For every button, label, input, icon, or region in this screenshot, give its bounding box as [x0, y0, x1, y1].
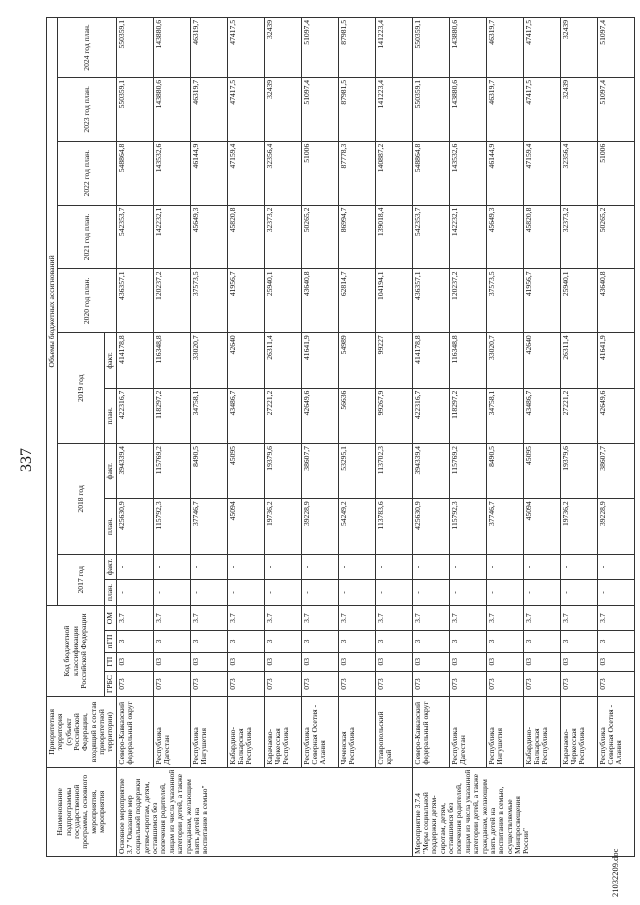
- cell-2018-plan: 19736,2: [560, 499, 597, 554]
- cell-grbs: 073: [116, 671, 153, 697]
- cell-2024: 87981,5: [338, 18, 375, 78]
- cell-2019-fact: 116348,8: [153, 333, 190, 388]
- header-gp: ГП: [105, 652, 116, 671]
- cell-2017-plan: -: [301, 580, 338, 606]
- cell-grbs: 073: [412, 671, 449, 697]
- cell-2017-fact: -: [412, 554, 449, 580]
- cell-om: 3.7: [190, 605, 227, 631]
- cell-2024: 47417,5: [227, 18, 264, 78]
- cell-2019-plan: 42649,6: [597, 388, 634, 443]
- cell-2017-plan: -: [597, 580, 634, 606]
- cell-2023: 46319,7: [190, 77, 227, 141]
- cell-2019-plan: 422316,7: [412, 388, 449, 443]
- cell-2024: 47417,5: [523, 18, 560, 78]
- cell-2017-fact: -: [264, 554, 301, 580]
- table-row: [523, 18, 560, 857]
- row-territory: Северо-Кавказский федеральный округ: [116, 697, 153, 767]
- cell-2018-fact: 45095: [227, 444, 264, 499]
- row-territory: Чеченская Республика: [338, 697, 375, 767]
- cell-2019-fact: 99227: [375, 333, 412, 388]
- cell-2018-plan: 39228,9: [597, 499, 634, 554]
- cell-2019-fact: 33020,7: [190, 333, 227, 388]
- cell-2021: 50265,2: [301, 205, 338, 269]
- cell-2020: 25940,1: [264, 269, 301, 333]
- row-territory: Республика Дагестан: [153, 697, 190, 767]
- table-row: [597, 18, 634, 857]
- header-code-group: Код бюджетной классификации Российской Федерации: [47, 605, 105, 697]
- cell-om: 3.7: [597, 605, 634, 631]
- cell-2023: 32439: [264, 77, 301, 141]
- cell-2017-fact: -: [338, 554, 375, 580]
- cell-2023: 46319,7: [486, 77, 523, 141]
- cell-2021: 139018,4: [375, 205, 412, 269]
- header-2017-fact: факт.: [105, 554, 116, 580]
- cell-2017-plan: -: [412, 580, 449, 606]
- cell-2017-fact: -: [190, 554, 227, 580]
- cell-grbs: 073: [338, 671, 375, 697]
- cell-2024: 141223,4: [375, 18, 412, 78]
- cell-2021: 32373,2: [560, 205, 597, 269]
- cell-2020: 43640,8: [597, 269, 634, 333]
- cell-2020: 41956,7: [227, 269, 264, 333]
- cell-grbs: 073: [375, 671, 412, 697]
- cell-gp: 03: [301, 652, 338, 671]
- header-2019-plan: план.: [105, 388, 116, 443]
- cell-2023: 51097,4: [301, 77, 338, 141]
- cell-2023: 51097,4: [597, 77, 634, 141]
- header-pgp: пГП: [105, 631, 116, 652]
- cell-2018-plan: 39228,9: [301, 499, 338, 554]
- cell-2017-plan: -: [375, 580, 412, 606]
- cell-2022: 140887,2: [375, 141, 412, 205]
- cell-2023: 550359,1: [412, 77, 449, 141]
- cell-2019-plan: 43486,7: [523, 388, 560, 443]
- cell-2017-fact: -: [227, 554, 264, 580]
- cell-om: 3.7: [301, 605, 338, 631]
- cell-2017-plan: -: [153, 580, 190, 606]
- cell-2024: 46319,7: [486, 18, 523, 78]
- cell-2017-fact: -: [523, 554, 560, 580]
- cell-2023: 87981,5: [338, 77, 375, 141]
- cell-2018-plan: 113783,6: [375, 499, 412, 554]
- cell-2021: 45649,3: [190, 205, 227, 269]
- cell-gp: 03: [486, 652, 523, 671]
- header-2021: 2021 год план.: [58, 205, 116, 269]
- cell-pgp: 3: [375, 631, 412, 652]
- cell-om: 3.7: [227, 605, 264, 631]
- cell-gp: 03: [338, 652, 375, 671]
- cell-gp: 03: [116, 652, 153, 671]
- cell-2021: 50265,2: [597, 205, 634, 269]
- cell-2020: 62814,7: [338, 269, 375, 333]
- cell-2019-plan: 99267,9: [375, 388, 412, 443]
- cell-2022: 87778,3: [338, 141, 375, 205]
- cell-gp: 03: [449, 652, 486, 671]
- cell-grbs: 073: [190, 671, 227, 697]
- cell-2024: 32439: [264, 18, 301, 78]
- cell-2019-fact: 42640: [227, 333, 264, 388]
- cell-2022: 47159,4: [227, 141, 264, 205]
- cell-2018-fact: 38607,7: [301, 444, 338, 499]
- table-row: [116, 18, 153, 857]
- header-2019-fact: факт.: [105, 333, 116, 388]
- cell-pgp: 3: [560, 631, 597, 652]
- cell-2024: 51097,4: [597, 18, 634, 78]
- cell-grbs: 073: [486, 671, 523, 697]
- header-2017-plan: план.: [105, 580, 116, 606]
- cell-2019-plan: 27221,2: [264, 388, 301, 443]
- table-row: [412, 18, 449, 857]
- cell-2018-fact: 19379,6: [560, 444, 597, 499]
- table-row: [153, 18, 190, 857]
- cell-2019-fact: 26311,4: [560, 333, 597, 388]
- cell-gp: 03: [375, 652, 412, 671]
- cell-2019-fact: 26311,4: [264, 333, 301, 388]
- cell-2022: 51006: [597, 141, 634, 205]
- row-name: Мероприятие 3.7.4 "Меры социальной поддержки детям-сиротам, детям, оставшимся без попечения родителей, лицам из числа указанной категории детей, а также гражданам, желающим взять детей на воспитание в семью, осуществляемые Минпросвещения России": [412, 767, 634, 856]
- cell-om: 3.7: [412, 605, 449, 631]
- cell-2019-plan: 56636: [338, 388, 375, 443]
- cell-2018-plan: 425630,9: [116, 499, 153, 554]
- cell-2020: 436357,1: [116, 269, 153, 333]
- cell-2017-plan: -: [264, 580, 301, 606]
- cell-2019-fact: 41641,9: [301, 333, 338, 388]
- cell-pgp: 3: [523, 631, 560, 652]
- header-2024: 2024 год план.: [58, 18, 116, 78]
- cell-pgp: 3: [227, 631, 264, 652]
- table-body: [116, 18, 634, 857]
- header-2019: 2019 год: [58, 333, 105, 444]
- table-row: [449, 18, 486, 857]
- cell-gp: 03: [523, 652, 560, 671]
- cell-2023: 32439: [560, 77, 597, 141]
- cell-om: 3.7: [153, 605, 190, 631]
- cell-2018-plan: 54249,2: [338, 499, 375, 554]
- cell-grbs: 073: [523, 671, 560, 697]
- cell-2023: 141223,4: [375, 77, 412, 141]
- cell-gp: 03: [597, 652, 634, 671]
- cell-2019-fact: 414178,8: [412, 333, 449, 388]
- cell-2018-fact: 115769,2: [449, 444, 486, 499]
- table-row: [301, 18, 338, 857]
- cell-2017-plan: -: [560, 580, 597, 606]
- cell-2021: 45649,3: [486, 205, 523, 269]
- cell-2017-plan: -: [486, 580, 523, 606]
- cell-2018-fact: 394339,4: [116, 444, 153, 499]
- cell-2017-fact: -: [597, 554, 634, 580]
- cell-2019-fact: 42640: [523, 333, 560, 388]
- table-row: [375, 18, 412, 857]
- cell-2018-fact: 113702,3: [375, 444, 412, 499]
- cell-gp: 03: [153, 652, 190, 671]
- cell-2018-fact: 115769,2: [153, 444, 190, 499]
- cell-2020: 120237,2: [449, 269, 486, 333]
- cell-pgp: 3: [338, 631, 375, 652]
- cell-2018-fact: 53295,1: [338, 444, 375, 499]
- header-om: ОМ: [105, 605, 116, 631]
- cell-2023: 550359,1: [116, 77, 153, 141]
- row-territory: Республика Северная Осетия - Алания: [597, 697, 634, 767]
- row-territory: Карачаево-Черкесская Республика: [264, 697, 301, 767]
- header-grbs: ГРБС: [105, 671, 116, 697]
- row-territory: Северо-Кавказский федеральный округ: [412, 697, 449, 767]
- cell-om: 3.7: [116, 605, 153, 631]
- row-territory: Кабардино-Балкарская Республика: [523, 697, 560, 767]
- cell-2020: 436357,1: [412, 269, 449, 333]
- cell-2019-plan: 118297,2: [449, 388, 486, 443]
- cell-2022: 51006: [301, 141, 338, 205]
- cell-2022: 143532,6: [449, 141, 486, 205]
- table-row: [560, 18, 597, 857]
- cell-2022: 46144,9: [486, 141, 523, 205]
- row-territory: Республика Ингушетия: [486, 697, 523, 767]
- cell-2022: 47159,4: [523, 141, 560, 205]
- header-2018-fact: факт.: [105, 444, 116, 499]
- cell-2021: 142232,1: [449, 205, 486, 269]
- header-2017: 2017 год: [58, 554, 105, 605]
- cell-2019-plan: 27221,2: [560, 388, 597, 443]
- row-territory: Республика Северная Осетия - Алания: [301, 697, 338, 767]
- cell-2019-fact: 54989: [338, 333, 375, 388]
- header-territory: Приоритетная территория (субъект Российской Федерации, входящий в состав приоритетной территории): [47, 697, 117, 767]
- row-territory: Карачаево-Черкесская Республика: [560, 697, 597, 767]
- cell-pgp: 3: [116, 631, 153, 652]
- cell-gp: 03: [190, 652, 227, 671]
- cell-grbs: 073: [449, 671, 486, 697]
- cell-2017-plan: -: [338, 580, 375, 606]
- row-territory: Республика Дагестан: [449, 697, 486, 767]
- table-row: [264, 18, 301, 857]
- footer-filename: 21032209.doc: [610, 848, 620, 897]
- row-territory: Республика Ингушетия: [190, 697, 227, 767]
- cell-2018-plan: 45094: [227, 499, 264, 554]
- header-2018: 2018 год: [58, 444, 105, 555]
- cell-om: 3.7: [523, 605, 560, 631]
- cell-2017-fact: -: [153, 554, 190, 580]
- header-2023: 2023 год план.: [58, 77, 116, 141]
- cell-2020: 41956,7: [523, 269, 560, 333]
- cell-2019-plan: 422316,7: [116, 388, 153, 443]
- row-territory: Ставропольский край: [375, 697, 412, 767]
- cell-2018-plan: 37746,7: [190, 499, 227, 554]
- budget-table: [46, 17, 635, 857]
- cell-2021: 142232,1: [153, 205, 190, 269]
- cell-grbs: 073: [301, 671, 338, 697]
- cell-2023: 47417,5: [227, 77, 264, 141]
- cell-2017-plan: -: [449, 580, 486, 606]
- cell-pgp: 3: [597, 631, 634, 652]
- cell-2017-fact: -: [560, 554, 597, 580]
- table-row: [338, 18, 375, 857]
- cell-2019-plan: 42649,6: [301, 388, 338, 443]
- cell-pgp: 3: [190, 631, 227, 652]
- cell-pgp: 3: [264, 631, 301, 652]
- cell-2022: 548864,8: [412, 141, 449, 205]
- cell-2020: 25940,1: [560, 269, 597, 333]
- cell-2024: 550359,1: [116, 18, 153, 78]
- cell-2017-plan: -: [190, 580, 227, 606]
- cell-2018-plan: 37746,7: [486, 499, 523, 554]
- cell-2020: 104194,1: [375, 269, 412, 333]
- cell-pgp: 3: [153, 631, 190, 652]
- cell-2017-fact: -: [375, 554, 412, 580]
- cell-2021: 45820,8: [523, 205, 560, 269]
- cell-2019-fact: 116348,8: [449, 333, 486, 388]
- header-2020: 2020 год план.: [58, 269, 116, 333]
- cell-2018-fact: 38607,7: [597, 444, 634, 499]
- cell-2017-plan: -: [523, 580, 560, 606]
- cell-2018-plan: 115792,3: [153, 499, 190, 554]
- cell-2021: 32373,2: [264, 205, 301, 269]
- cell-2023: 47417,5: [523, 77, 560, 141]
- cell-gp: 03: [227, 652, 264, 671]
- cell-2017-plan: -: [227, 580, 264, 606]
- cell-gp: 03: [264, 652, 301, 671]
- cell-grbs: 073: [153, 671, 190, 697]
- header-2018-plan: план.: [105, 499, 116, 554]
- cell-2018-fact: 8490,5: [486, 444, 523, 499]
- cell-om: 3.7: [375, 605, 412, 631]
- cell-2019-fact: 414178,8: [116, 333, 153, 388]
- cell-2022: 32356,4: [264, 141, 301, 205]
- header-name: Наименование подпрограммы государственной программы, основного мероприятия, мероприятия: [47, 767, 117, 856]
- cell-2018-plan: 19736,2: [264, 499, 301, 554]
- cell-grbs: 073: [560, 671, 597, 697]
- cell-om: 3.7: [338, 605, 375, 631]
- cell-2024: 51097,4: [301, 18, 338, 78]
- cell-2022: 46144,9: [190, 141, 227, 205]
- cell-2024: 550359,1: [412, 18, 449, 78]
- cell-2019-plan: 43486,7: [227, 388, 264, 443]
- cell-2022: 143532,6: [153, 141, 190, 205]
- cell-pgp: 3: [486, 631, 523, 652]
- cell-2020: 120237,2: [153, 269, 190, 333]
- cell-2017-fact: -: [301, 554, 338, 580]
- cell-2018-fact: 394339,4: [412, 444, 449, 499]
- cell-2024: 32439: [560, 18, 597, 78]
- cell-pgp: 3: [449, 631, 486, 652]
- cell-2020: 43640,8: [301, 269, 338, 333]
- table-row: [486, 18, 523, 857]
- cell-gp: 03: [560, 652, 597, 671]
- row-territory: Кабардино-Балкарская Республика: [227, 697, 264, 767]
- cell-2021: 86994,7: [338, 205, 375, 269]
- cell-om: 3.7: [486, 605, 523, 631]
- cell-2021: 45820,8: [227, 205, 264, 269]
- table-row: [190, 18, 227, 857]
- row-name: Основное мероприятие 3.7 "Оказание мер социальной поддержки детям-сиротам, детям, оставшимся без попечения родителей, лицам из числа указанной категории детей, а также гражданам, желающим взять детей на воспитание в семью": [116, 767, 412, 856]
- cell-om: 3.7: [560, 605, 597, 631]
- cell-om: 3.7: [264, 605, 301, 631]
- cell-grbs: 073: [227, 671, 264, 697]
- cell-2021: 542353,7: [412, 205, 449, 269]
- cell-2017-fact: -: [449, 554, 486, 580]
- cell-2019-fact: 33020,7: [486, 333, 523, 388]
- cell-2018-fact: 45095: [523, 444, 560, 499]
- cell-gp: 03: [412, 652, 449, 671]
- cell-2019-plan: 118297,2: [153, 388, 190, 443]
- cell-2017-fact: -: [486, 554, 523, 580]
- cell-2023: 143880,6: [449, 77, 486, 141]
- cell-2021: 542353,7: [116, 205, 153, 269]
- header-2022: 2022 год план.: [58, 141, 116, 205]
- table-row: [227, 18, 264, 857]
- cell-2020: 37573,5: [486, 269, 523, 333]
- cell-2019-plan: 34758,1: [486, 388, 523, 443]
- cell-2018-plan: 115792,3: [449, 499, 486, 554]
- cell-2018-fact: 8490,5: [190, 444, 227, 499]
- cell-2018-plan: 425630,9: [412, 499, 449, 554]
- cell-2024: 143880,6: [153, 18, 190, 78]
- cell-2019-fact: 41641,9: [597, 333, 634, 388]
- cell-om: 3.7: [449, 605, 486, 631]
- cell-2020: 37573,5: [190, 269, 227, 333]
- cell-grbs: 073: [597, 671, 634, 697]
- cell-2019-plan: 34758,1: [190, 388, 227, 443]
- page-number: 337: [18, 448, 35, 472]
- cell-pgp: 3: [412, 631, 449, 652]
- cell-2023: 143880,6: [153, 77, 190, 141]
- cell-2018-plan: 45094: [523, 499, 560, 554]
- cell-2022: 32356,4: [560, 141, 597, 205]
- cell-pgp: 3: [301, 631, 338, 652]
- cell-2024: 143880,6: [449, 18, 486, 78]
- cell-2017-plan: -: [116, 580, 153, 606]
- cell-2017-fact: -: [116, 554, 153, 580]
- cell-grbs: 073: [264, 671, 301, 697]
- header-volumes: Объемы бюджетных ассигнований: [47, 18, 58, 606]
- cell-2022: 548864,8: [116, 141, 153, 205]
- cell-2024: 46319,7: [190, 18, 227, 78]
- cell-2018-fact: 19379,6: [264, 444, 301, 499]
